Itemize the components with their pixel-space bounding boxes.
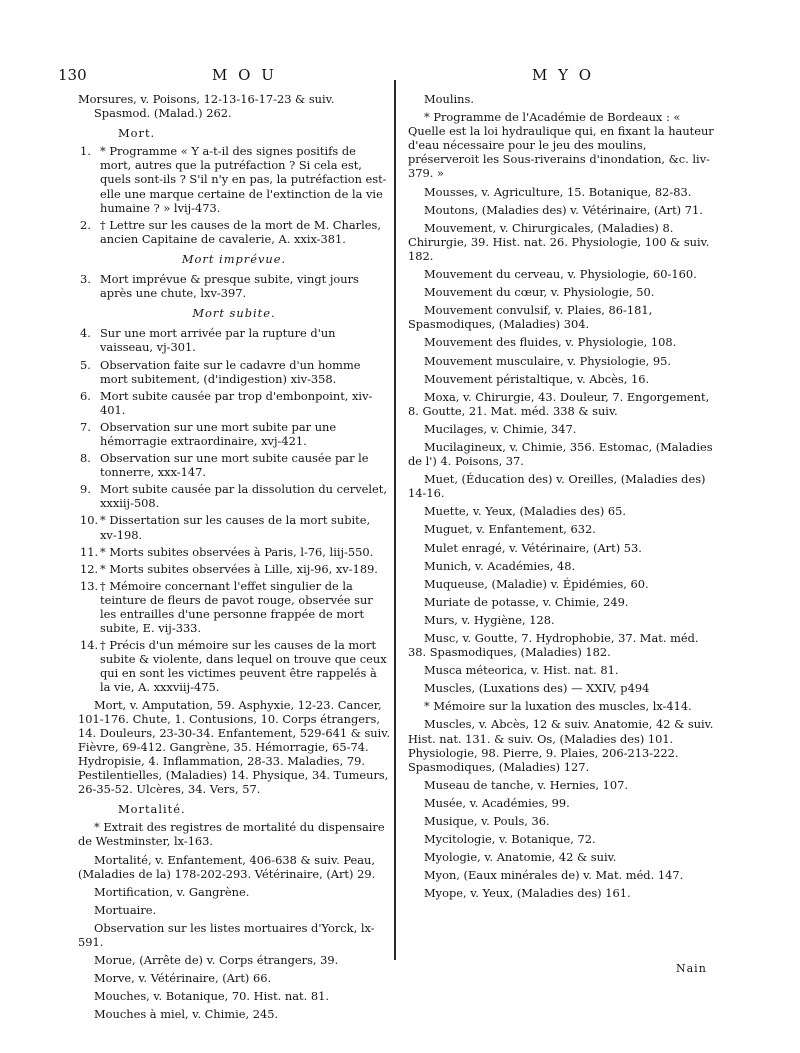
index-entry (408, 354, 720, 368)
section-heading (78, 252, 390, 266)
entry-number: 6. (80, 388, 91, 403)
index-entry (78, 921, 390, 949)
index-entry (78, 545, 390, 559)
entry-text: Mort, v. Amputation, 59. Asphyxie, 12-23. Cancer, 101-176. Chute, 1. Contusions, 10. Corps étrangers, 14. Douleurs, 23-30-34. Enfantement, 529-641 & suiv. Fièvre, 69-412. Gangrène, 35. Hémorragie, 65-74. Hydropisie, 4. Inflammation, 28-33. Maladies, 79. Pestilentielles, (Maladies) 14. Physique, 34. Tumeurs, 26-35-52. Ulcères, 34. Vers, 57. (78, 697, 390, 797)
entry-text: Mouvement des fluides, v. Physiologie, 108. (424, 335, 677, 350)
section-heading (78, 802, 390, 816)
entry-text: Mort subite causée par trop d'embonpoint, xiv-401. (100, 388, 373, 417)
index-entry (408, 613, 720, 627)
index-entry (408, 372, 720, 386)
index-entry (408, 110, 720, 180)
entry-text: Moulins. (424, 92, 474, 106)
index-entry (78, 389, 390, 417)
index-entry (408, 221, 720, 263)
entry-text: Muet, (Éducation des) v. Oreilles, (Maladies des) 14-16. (408, 472, 706, 501)
entry-text: Musique, v. Pouls, 36. (424, 814, 550, 829)
index-entry (408, 472, 720, 500)
entry-text: Mort subite. (192, 306, 276, 321)
index-entry (408, 868, 720, 882)
index-entry (78, 903, 390, 917)
index-entry (408, 440, 720, 468)
entry-text: Mousses, v. Agriculture, 15. Botanique, 82-83. (424, 184, 692, 199)
entry-number: 12. (80, 561, 99, 576)
index-entry (78, 218, 390, 246)
entry-text: Observation sur les listes mortuaires d'Yorck, lx-591. (78, 920, 375, 949)
entry-text: Musc, v. Goutte, 7. Hydrophobie, 37. Mat. méd. 38. Spasmodiques, (Maladies) 182. (408, 631, 699, 660)
index-entry (408, 699, 720, 713)
index-entry (408, 267, 720, 281)
index-entry (78, 92, 390, 120)
entry-number: 5. (80, 357, 91, 372)
index-entry (78, 451, 390, 479)
entry-text: * Mémoire sur la luxation des muscles, lx-414. (424, 699, 692, 714)
entry-text: * Programme de l'Académie de Bordeaux : « Quelle est la loi hydraulique qui, en fixant la hauteur d'eau nécessaire pour le jeu des moulins, préserveroit les Sous-riverains d'inondation, &c. liv-379. » (408, 110, 714, 181)
entry-number: 8. (80, 451, 91, 466)
index-entry (78, 272, 390, 300)
index-entry (78, 971, 390, 985)
entry-text: Mucilages, v. Chimie, 347. (424, 421, 577, 436)
entry-text: Musca méteorica, v. Hist. nat. 81. (424, 663, 619, 678)
index-entry (78, 885, 390, 899)
entry-number: 9. (80, 482, 91, 497)
entry-text: Muette, v. Yeux, (Maladies des) 65. (424, 504, 627, 519)
entry-text: Observation faite sur le cadavre d'un homme mort subitement, (d'indigestion) xiv-358. (100, 357, 361, 386)
index-entry (408, 92, 720, 106)
entry-text: Muscles, v. Abcès, 12 & suiv. Anatomie, 42 & suiv. Hist. nat. 131. & suiv. Os, (Maladies des) 101. Physiologie, 98. Pierre, 9. Plaies, 206-213-222. Spasmodiques, (Maladies) 127. (408, 717, 714, 774)
index-entry (78, 482, 390, 510)
entry-text: Morue, (Arrête de) v. Corps étrangers, 39. (94, 953, 339, 968)
index-entry (408, 886, 720, 900)
index-entry (78, 853, 390, 881)
entry-text: Mort. (118, 126, 156, 141)
section-heading (78, 306, 390, 320)
section-heading (78, 126, 390, 140)
entry-text: Mouvement, v. Chirurgicales, (Maladies) 8. Chirurgie, 39. Hist. nat. 26. Physiologie, 100 & suiv. 182. (408, 220, 710, 263)
index-entry (78, 562, 390, 576)
entry-number: 14. (80, 638, 99, 653)
entry-text: Observation sur une mort subite par une hémorragie extraordinaire, xvj-421. (100, 419, 337, 448)
index-entry (408, 422, 720, 436)
entry-text: Munich, v. Académies, 48. (424, 558, 576, 573)
entry-text: Museau de tanche, v. Hernies, 107. (424, 777, 629, 792)
index-entry (78, 326, 390, 354)
entry-text: Mouches, v. Botanique, 70. Hist. nat. 81. (94, 989, 329, 1004)
entry-text: Moxa, v. Chirurgie, 43. Douleur, 7. Engorgement, 8. Goutte, 21. Mat. méd. 338 & suiv. (408, 389, 710, 418)
index-entry (408, 681, 720, 695)
entry-text: Mycitologie, v. Botanique, 72. (424, 832, 596, 847)
entry-text: Muguet, v. Enfantement, 632. (424, 522, 596, 537)
entry-number: 13. (80, 578, 99, 593)
index-entry (408, 631, 720, 659)
entry-text: Sur une mort arrivée par la rupture d'un vaisseau, vj-301. (100, 326, 336, 355)
entry-text: Morsures, v. Poisons, 12-13-16-17-23 & suiv. Spasmod. (Malad.) 262. (78, 92, 335, 121)
entry-text: Musée, v. Académies, 99. (424, 795, 570, 810)
index-entry (408, 850, 720, 864)
entry-text: Muqueuse, (Maladie) v. Épidémies, 60. (424, 576, 649, 591)
entry-number: 3. (80, 272, 91, 287)
index-entry (408, 832, 720, 846)
index-entry (408, 185, 720, 199)
entry-text: Mouvement musculaire, v. Physiologie, 95. (424, 353, 671, 368)
index-entry (408, 335, 720, 349)
entry-text: * Extrait des registres de mortalité du dispensaire de Westminster, lx-163. (78, 820, 385, 849)
index-entry (78, 513, 390, 541)
entry-text: Muriate de potasse, v. Chimie, 249. (424, 594, 629, 609)
index-entry (408, 814, 720, 828)
right-column (408, 92, 720, 905)
index-entry (78, 358, 390, 386)
entry-number: 1. (80, 144, 91, 159)
entry-text: * Morts subites observées à Lille, xij-96, xv-189. (100, 561, 378, 576)
entry-text: Moutons, (Maladies des) v. Vétérinaire, (Art) 71. (424, 202, 703, 217)
entry-text: Myon, (Eaux minérales de) v. Mat. méd. 147. (424, 868, 684, 883)
catchword: Nain (676, 962, 707, 975)
entry-text: Mortification, v. Gangrène. (94, 884, 250, 899)
entry-text: Murs, v. Hygiène, 128. (424, 612, 555, 627)
entry-text: Mouvement convulsif, v. Plaies, 86-181, Spasmodiques, (Maladies) 304. (408, 303, 653, 332)
entry-text: † Mémoire concernant l'effet singulier de la teinture de fleurs de pavot rouge, observée sur les entrailles d'une personne frappée de mort subite, E. vij-333. (100, 578, 373, 636)
page-number: 130 (58, 66, 87, 84)
index-entry (408, 717, 720, 773)
entry-text: Mortuaire. (94, 902, 157, 917)
entry-text: * Dissertation sur les causes de la mort subite, xv-198. (100, 513, 371, 542)
entry-text: Mouvement du cerveau, v. Physiologie, 60-160. (424, 267, 697, 282)
index-entry (78, 820, 390, 848)
entry-text: Mouches à miel, v. Chimie, 245. (94, 1007, 279, 1022)
entry-text: Mucilagineux, v. Chimie, 356. Estomac, (Maladies de l') 4. Poisons, 37. (408, 439, 713, 469)
index-entry (78, 638, 390, 694)
index-entry (408, 541, 720, 555)
index-entry (78, 953, 390, 967)
entry-text: Mouvement du cœur, v. Physiologie, 50. (424, 285, 655, 300)
entry-text: * Programme « Y a-t-il des signes positifs de mort, autres que la putréfaction ? Si cela est, quels sont-ils ? S'il n'y en pas, la putréfaction est-elle une marque certaine de l'extinction de la vie humaine ? » lvij-473. (100, 144, 387, 215)
entry-text: Morve, v. Vétérinaire, (Art) 66. (94, 971, 272, 986)
entry-number: 7. (80, 419, 91, 434)
index-entry (408, 663, 720, 677)
running-head-left: M O U (212, 66, 277, 84)
index-entry (408, 778, 720, 792)
entry-text: Mort subite causée par la dissolution du cervelet, xxxiij-508. (100, 482, 387, 511)
index-entry (408, 577, 720, 591)
entry-number: 11. (80, 544, 99, 559)
column-divider (394, 80, 396, 960)
index-entry (408, 203, 720, 217)
index-entry (408, 595, 720, 609)
index-entry (408, 522, 720, 536)
index-entry (78, 144, 390, 214)
left-column (78, 92, 390, 1025)
index-entry (408, 504, 720, 518)
entry-text: * Morts subites observées à Paris, l-76, liij-550. (100, 544, 374, 559)
index-entry (78, 698, 390, 797)
entry-text: † Lettre sur les causes de la mort de M. Charles, ancien Capitaine de cavalerie, A. xxix-381. (100, 217, 381, 246)
entry-text: Observation sur une mort subite causée par le tonnerre, xxx-147. (100, 451, 369, 480)
index-entry (408, 390, 720, 418)
running-head-right: M Y O (532, 66, 595, 84)
index-entry (78, 579, 390, 635)
entry-text: Myologie, v. Anatomie, 42 & suiv. (424, 850, 617, 865)
entry-text: Mort imprévue. (181, 251, 287, 266)
entry-number: 4. (80, 326, 91, 341)
index-entry (408, 559, 720, 573)
entry-number: 10. (80, 513, 99, 528)
entry-text: Mulet enragé, v. Vétérinaire, (Art) 53. (424, 540, 642, 555)
entry-text: Mortalité. (118, 802, 186, 817)
index-entry (408, 796, 720, 810)
entry-text: Myope, v. Yeux, (Maladies des) 161. (424, 886, 631, 901)
index-entry (408, 303, 720, 331)
entry-text: Mouvement péristaltique, v. Abcès, 16. (424, 371, 650, 386)
index-entry (78, 420, 390, 448)
index-entry (78, 989, 390, 1003)
entry-text: Muscles, (Luxations des) — XXIV, p494 (424, 681, 650, 696)
index-entry (78, 1007, 390, 1021)
entry-number: 2. (80, 217, 91, 232)
entry-text: Mortalité, v. Enfantement, 406-638 & suiv. Peau, (Maladies de la) 178-202-293. Vétérinaire, (Art) 29. (78, 852, 376, 881)
entry-text: Mort imprévue & presque subite, vingt jours après une chute, lxv-397. (100, 272, 359, 301)
index-entry (408, 285, 720, 299)
entry-text: † Précis d'un mémoire sur les causes de la mort subite & violente, dans lequel on trouve que ceux qui en sont les victimes peuvent être rappelés à la vie, A. xxxviij-475. (100, 638, 387, 695)
